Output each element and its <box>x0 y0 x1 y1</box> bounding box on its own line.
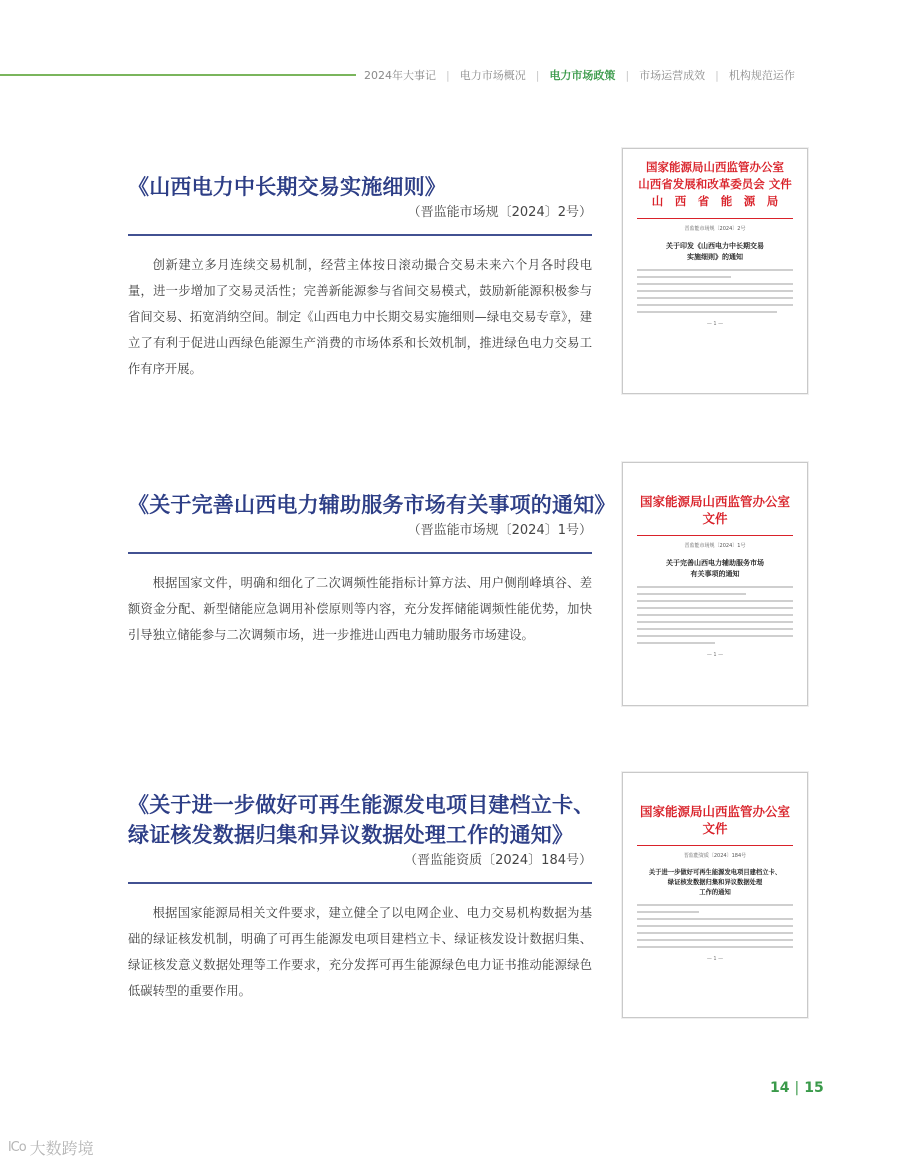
document-reference: （晋监能资质〔2024〕184号） <box>404 853 592 868</box>
nav-item-policy[interactable]: 电力市场政策 <box>549 69 616 82</box>
document-title-line: 关于印发《山西电力中长期交易 <box>666 242 764 250</box>
policy-section-3 <box>128 790 595 1004</box>
nav-separator: | <box>715 68 719 82</box>
header-rule <box>0 74 356 76</box>
nav-item-events[interactable]: 2024年大事记 <box>364 69 436 82</box>
document-reference: （晋监能市场规〔2024〕2号） <box>407 205 592 220</box>
document-red-rule <box>637 218 793 219</box>
section-title-line: 绿证核发数据归集和异议数据处理工作的通知》 <box>128 823 574 847</box>
document-header-line: 山 西 省 能 源 局 <box>651 194 779 208</box>
page-numbers <box>770 1080 824 1096</box>
document-number: 晋监能市场规〔2024〕2号 <box>684 226 746 232</box>
policy-section-2 <box>128 490 616 648</box>
document-title-line: 关于完善山西电力辅助服务市场 <box>666 559 764 567</box>
section-title-line: 《山西电力中长期交易实施细则》 <box>128 175 446 199</box>
nav-item-overview[interactable]: 电力市场概况 <box>459 69 526 82</box>
section-body: 根据国家能源局相关文件要求，建立健全了以电网企业、电力交易机构数据为基础的绿证核发机制，明确了可再生能源发电项目建档立卡、绿证核发设计数据归集、绿证核发意义数据处理等工作要求，充分发挥可再生能源绿色电力证书推动能源绿色低碳转型的重要作用。 <box>128 906 592 998</box>
document-title-line: 实施细则》的通知 <box>687 253 743 261</box>
document-title <box>637 241 793 263</box>
document-thumbnail-1[interactable] <box>622 148 808 394</box>
section-divider <box>128 552 592 554</box>
document-number: 晋监能市场规〔2024〕1号 <box>684 543 746 549</box>
document-header-line: 山西省发展和改革委员会 文件 <box>638 177 792 191</box>
section-title-line: 《关于进一步做好可再生能源发电项目建档立卡、 <box>128 793 595 817</box>
section-body: 创新建立多月连续交易机制，经营主体按日滚动撮合交易未来六个月各时段电量，进一步增加了交易灵活性；完善新能源参与省间交易模式，鼓励新能源积极参与省间交易、拓宽消纳空间。制定《山西电力中长期交易实施细则—绿电交易专章》，建立了有利于促进山西绿色能源生产消费的市场体系和长效机制，推进绿色电力交易工作有序开展。 <box>128 258 592 376</box>
page-number-separator: | <box>794 1080 800 1096</box>
document-header <box>637 803 793 837</box>
nav-separator: | <box>535 68 540 82</box>
document-page-footer: — 1 — <box>706 652 724 658</box>
document-text-lines <box>637 904 793 948</box>
document-text-lines <box>637 586 793 644</box>
document-red-rule <box>637 535 793 536</box>
watermark-logo-icon: lCo <box>8 1140 26 1155</box>
policy-section-1 <box>128 172 592 382</box>
document-header-line: 国家能源局山西监管办公室文件 <box>639 804 790 836</box>
document-title-line: 工作的通知 <box>699 889 731 896</box>
document-title <box>637 558 793 580</box>
page-number-right: 15 <box>804 1080 824 1096</box>
nav-separator: | <box>625 68 630 82</box>
document-number: 晋监能资质〔2024〕184号 <box>683 853 747 859</box>
section-nav <box>364 66 795 84</box>
watermark <box>8 1136 94 1159</box>
section-divider <box>128 234 592 236</box>
nav-item-results[interactable]: 市场运营成效 <box>639 69 706 82</box>
document-thumbnail-2[interactable] <box>622 462 808 706</box>
document-thumbnail-3[interactable] <box>622 772 808 1018</box>
nav-item-institution[interactable]: 机构规范运作 <box>728 69 795 82</box>
section-title-line: 《关于完善山西电力辅助服务市场有关事项的通知》 <box>128 493 616 517</box>
document-red-rule <box>637 845 793 846</box>
page-number-left: 14 <box>770 1080 790 1096</box>
document-title-line: 有关事项的通知 <box>690 570 740 578</box>
document-title-line: 绿证核发数据归集和异议数据处理 <box>667 879 763 886</box>
document-page-footer: — 1 — <box>706 321 724 327</box>
document-title-line: 关于进一步做好可再生能源发电项目建档立卡、 <box>648 869 782 876</box>
section-title <box>128 790 595 850</box>
section-title <box>128 172 592 202</box>
document-text-lines <box>637 269 793 313</box>
nav-separator: | <box>446 68 450 82</box>
document-header <box>637 493 793 527</box>
section-title <box>128 490 616 520</box>
section-divider <box>128 882 592 884</box>
document-page-footer: — 1 — <box>706 956 724 962</box>
document-title <box>637 868 793 898</box>
document-header-line: 国家能源局山西监管办公室文件 <box>639 494 790 526</box>
section-body: 根据国家文件，明确和细化了二次调频性能指标计算方法、用户侧削峰填谷、差额资金分配、新型储能应急调用补偿原则等内容，充分发挥储能调频性能优势，加快引导独立储能参与二次调频市场，进一步推进山西电力辅助服务市场建设。 <box>128 576 592 642</box>
document-header-line: 国家能源局山西监管办公室 <box>646 160 784 174</box>
document-header <box>637 159 793 210</box>
document-reference: （晋监能市场规〔2024〕1号） <box>407 523 592 538</box>
watermark-text: 大数跨境 <box>29 1139 94 1158</box>
